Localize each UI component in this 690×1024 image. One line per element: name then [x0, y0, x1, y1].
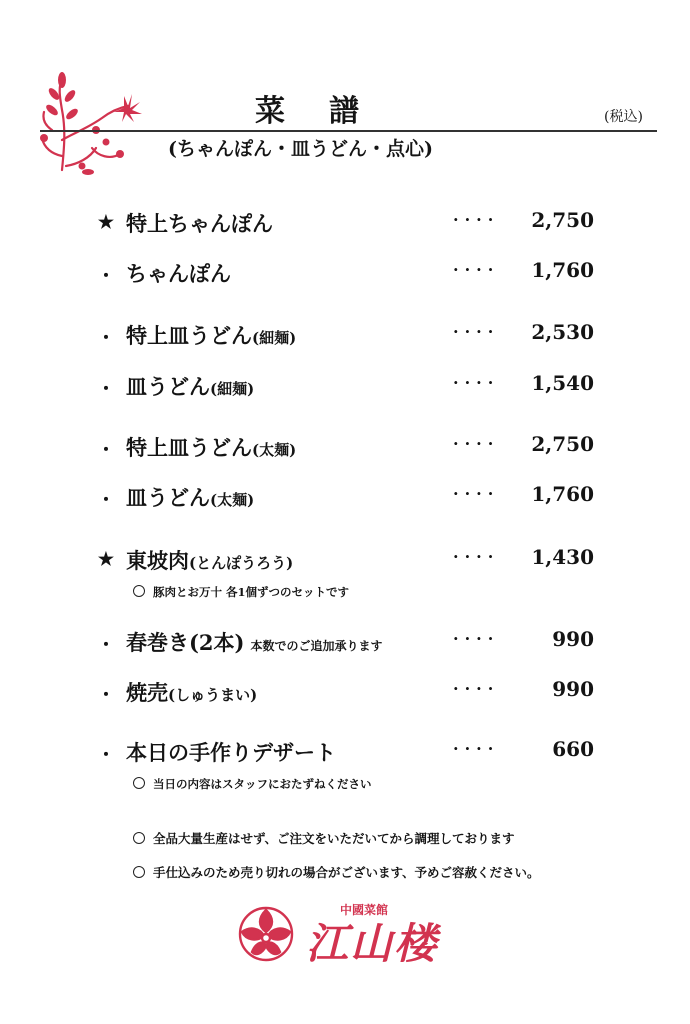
circle-bullet-icon: [133, 777, 145, 789]
menu-item-name: ちゃんぽん: [126, 261, 231, 286]
note-dessert: 当日の内容はスタッフにおたずねください: [133, 776, 372, 792]
leader-dots: ····: [453, 373, 500, 392]
menu-item-name: 特上皿うどん(太麺): [126, 435, 297, 460]
note-sold-out: 手仕込みのため売り切れの場合がございます、予めご容赦ください。: [133, 863, 540, 881]
note-made-to-order: 全品大量生産はせず、ご注文をいただいてから調理しております: [133, 829, 515, 847]
peony-emblem-icon: [240, 908, 292, 960]
leader-dots: ····: [453, 260, 500, 279]
bullet-icon: ・: [97, 745, 115, 766]
menu-item-price: 1,540: [531, 371, 594, 395]
bullet-icon: ・: [97, 685, 115, 706]
menu-item-name: 春巻き(2本) 本数でのご追加承ります: [126, 630, 383, 655]
menu-item-name: 皿うどん(太麺): [126, 485, 255, 510]
menu-item-price: 2,750: [531, 432, 594, 456]
menu-item-reading: (とんぽうろう): [189, 554, 294, 572]
bullet-icon: ・: [97, 328, 115, 349]
menu-item-name: 皿うどん(細麺): [126, 374, 255, 399]
menu-item-remark: 本数でのご追加承ります: [250, 639, 383, 653]
bullet-icon: ・: [97, 379, 115, 400]
menu-item-variant: (細麺): [252, 329, 297, 347]
menu-item: [0, 258, 690, 292]
menu-item-name: 特上皿うどん(細麺): [126, 323, 297, 348]
menu-item-price: 2,750: [531, 208, 594, 232]
menu-item: [0, 545, 690, 579]
menu-item-price: 1,760: [531, 258, 594, 282]
menu-item-variant: (細麺): [210, 380, 255, 398]
menu-item: [0, 627, 690, 661]
menu-item-reading: (しゅうまい): [168, 686, 258, 704]
menu-item-price: 990: [552, 677, 594, 701]
header-divider: [40, 130, 657, 132]
circle-bullet-icon: [133, 866, 145, 878]
leader-dots: ····: [453, 679, 500, 698]
restaurant-logo: [232, 898, 442, 968]
menu-item: [0, 208, 690, 242]
menu-item-price: 1,760: [531, 482, 594, 506]
menu-item-name: 特上ちゃんぽん: [126, 211, 273, 236]
star-icon: ★: [97, 549, 115, 570]
menu-item-name: 東坡肉(とんぽうろう): [126, 548, 294, 573]
circle-bullet-icon: [133, 585, 145, 597]
bullet-icon: ・: [97, 490, 115, 511]
leader-dots: ····: [453, 629, 500, 648]
logo-name: 江山楼: [306, 919, 439, 968]
page-title: 菜譜: [255, 94, 403, 129]
menu-item-variant: (太麺): [210, 491, 255, 509]
menu-item: [0, 371, 690, 405]
leader-dots: ····: [453, 210, 500, 229]
tax-note: (税込): [604, 109, 643, 125]
menu-item-name: 焼売(しゅうまい): [126, 680, 258, 705]
leader-dots: ····: [453, 739, 500, 758]
circle-bullet-icon: [133, 832, 145, 844]
menu-item-name: 本日の手作りデザート: [126, 740, 336, 765]
menu-item-variant: (太麺): [252, 441, 297, 459]
menu-item-price: 1,430: [531, 545, 594, 569]
menu-item: [0, 677, 690, 711]
leader-dots: ····: [453, 322, 500, 341]
bullet-icon: ・: [97, 635, 115, 656]
star-icon: ★: [97, 212, 115, 233]
leader-dots: ····: [453, 484, 500, 503]
leader-dots: ····: [453, 547, 500, 566]
menu-item: [0, 320, 690, 354]
page-subtitle: (ちゃんぽん・皿うどん・点心): [168, 138, 433, 160]
bullet-icon: ・: [97, 266, 115, 287]
logo-tagline: 中國菜館: [340, 903, 389, 917]
leader-dots: ····: [453, 434, 500, 453]
menu-item-price: 660: [552, 737, 594, 761]
menu-item: [0, 737, 690, 771]
menu-item-price: 990: [552, 627, 594, 651]
floral-ornament-icon: [32, 70, 144, 180]
menu-item: [0, 432, 690, 466]
menu-item-price: 2,530: [531, 320, 594, 344]
bullet-icon: ・: [97, 440, 115, 461]
note-tonpo: 豚肉とお万十 各1個ずつのセットです: [133, 584, 349, 600]
menu-item: [0, 482, 690, 516]
